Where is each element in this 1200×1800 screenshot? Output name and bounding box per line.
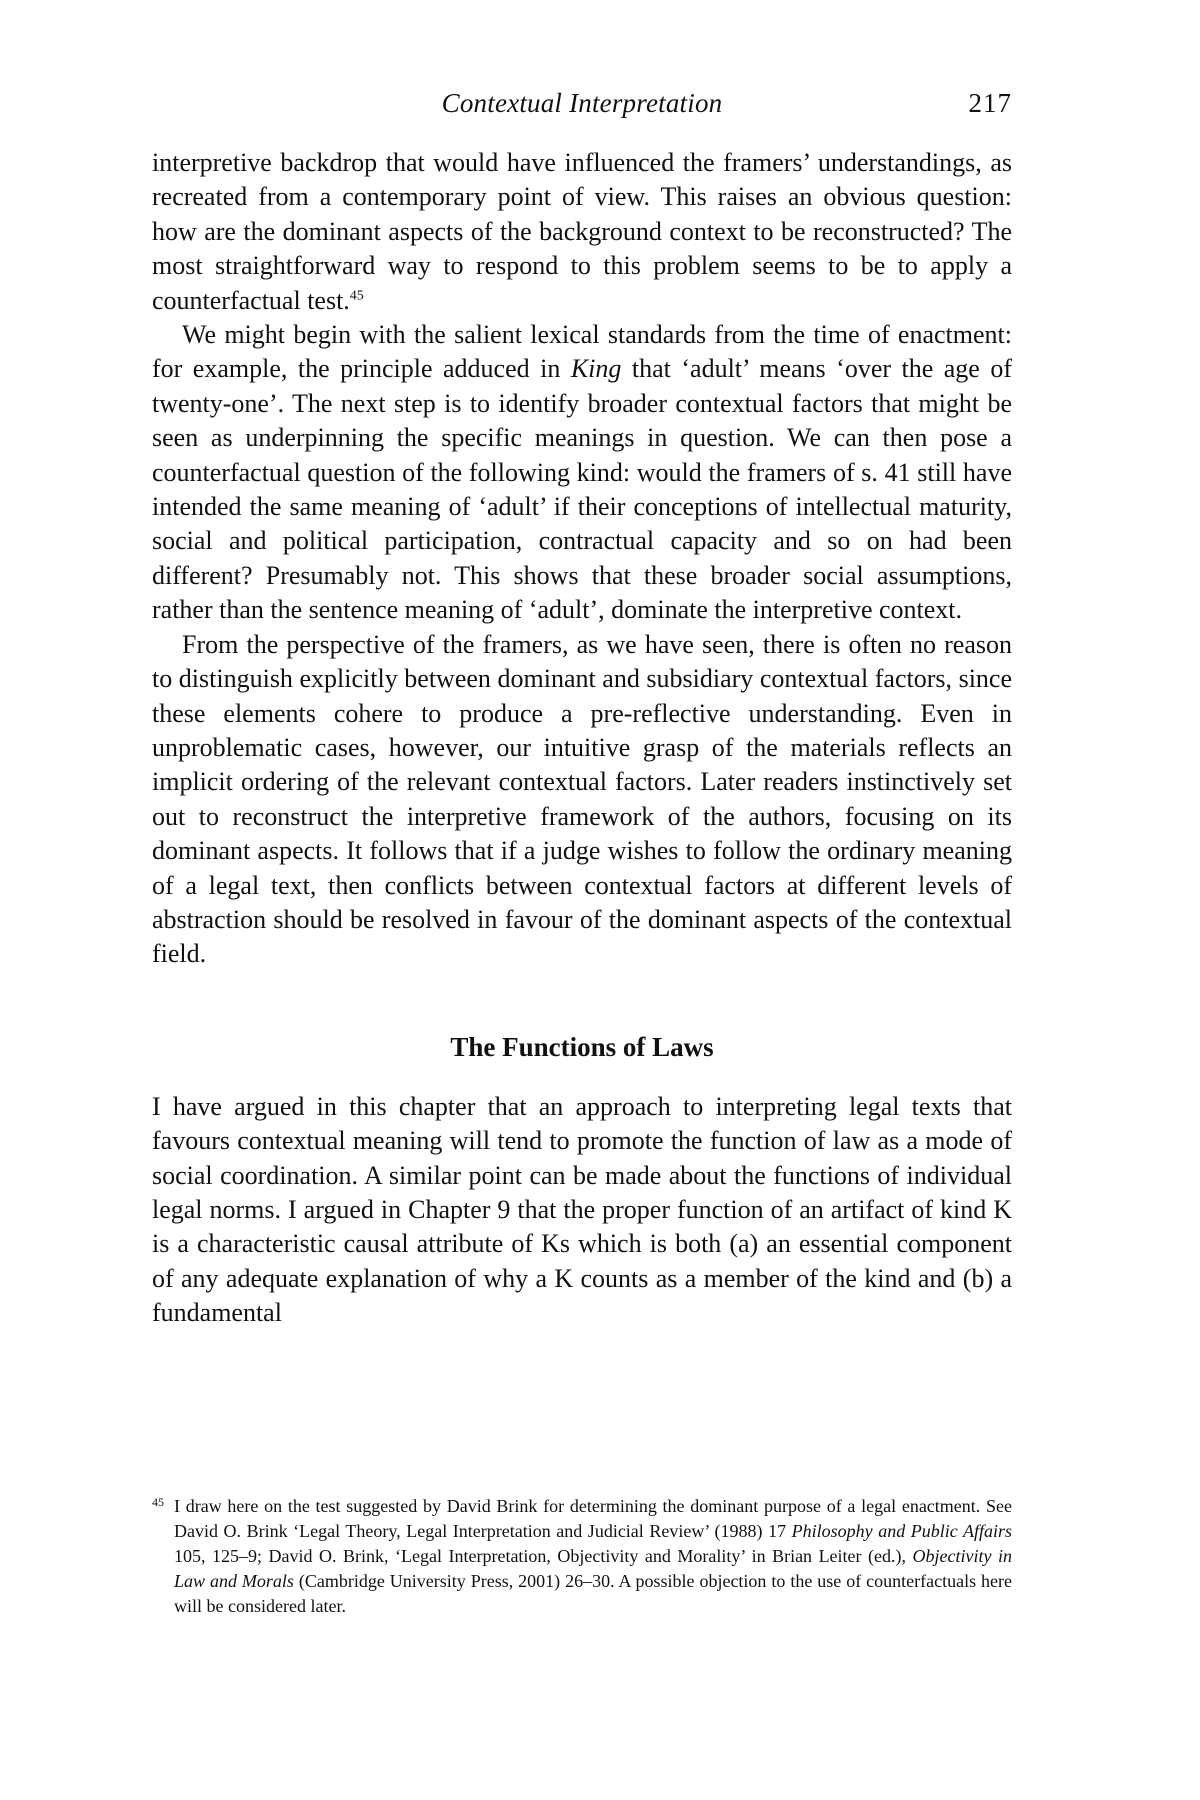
footnote-reference: 45 [349,287,364,303]
footnote-text-1: I draw here on the test suggested by David Brink for determining the dominant purpose of a legal enactment. See David O. Brink ‘Legal Theory, Legal Interpretation and Judicial Review’ (1988) 17 [174,1496,1012,1541]
case-name: King [570,354,622,384]
paragraph-2-text-start: We might begin with the salient lexical standards from the time of enactment: for example, the principle adduced in [152,320,1012,384]
paragraph-4: I have argued in this chapter that an approach to interpreting legal texts that favours contextual meaning will tend to promote the function of law as a mode of social coordination. A similar point can be made about the functions of individual legal norms. I argued in Chapter 9 that the proper function of an artifact of kind K is a characteristic causal attribute of Ks which is both (a) an essential component of any adequate explanation of why a K counts as a member of the kind and (b) a fundamental [152,1091,1012,1328]
paragraph-3: From the perspective of the framers, as we have seen, there is often no reason to distinguish explicitly between dominant and subsidiary contextual factors, since these elements cohere to produce a pre-reflective understanding. Even in unproblematic cases, however, our intuitive grasp of the materials reflects an implicit ordering of the relevant contextual factors. Later readers instinctively set out to reconstruct the interpretive framework of the authors, focusing on its dominant aspects. It follows that if a judge wishes to follow the ordinary meaning of a legal text, then conflicts between contextual factors at different levels of abstraction should be resolved in favour of the dominant aspects of the contextual field. [152,629,1012,969]
page-number: 217 [968,88,1012,118]
footnote-text-3: (Cambridge University Press, 2001) 26–30. A possible objection to the use of counterfactuals here will be considered later. [174,1571,1012,1616]
body-text [152,146,1012,1331]
paragraph-1-text: interpretive backdrop that would have influenced the framers’ understandings, as recreated from a contemporary point of view. This raises an obvious question: how are the dominant aspects of the background context to be reconstructed? The most straightforward way to respond to this problem seems to be to apply a counterfactual test. [152,148,1012,315]
paragraph-1 [152,146,1012,318]
section-heading: The Functions of Laws [450,1031,714,1062]
running-head [152,88,1012,128]
footnote [152,1494,1012,1619]
paragraph-2 [152,318,1012,628]
footnote-marker: 45 [152,1495,164,1509]
journal-title: Philosophy and Public Affairs [791,1521,1012,1541]
footnote-body [152,1494,1012,1619]
book-title: Objectivity in Law and Morals [174,1546,1012,1591]
running-title: Contextual Interpretation [441,88,723,118]
footnote-text-2: 105, 125–9; David O. Brink, ‘Legal Interpretation, Objectivity and Morality’ in Brian Leiter (ed.), [174,1546,913,1566]
paragraph-2-text-end: that ‘adult’ means ‘over the age of twenty-one’. The next step is to identify broader contextual factors that might be seen as underpinning the specific meanings in question. We can then pose a counterfactual question of the following kind: would the framers of s. 41 still have intended the same meaning of ‘adult’ if their conceptions of intellectual maturity, social and political participation, contractual capacity and so on had been different? Presumably not. This shows that these broader social assumptions, rather than the sentence meaning of ‘adult’, dominate the interpretive context. [152,354,1012,625]
